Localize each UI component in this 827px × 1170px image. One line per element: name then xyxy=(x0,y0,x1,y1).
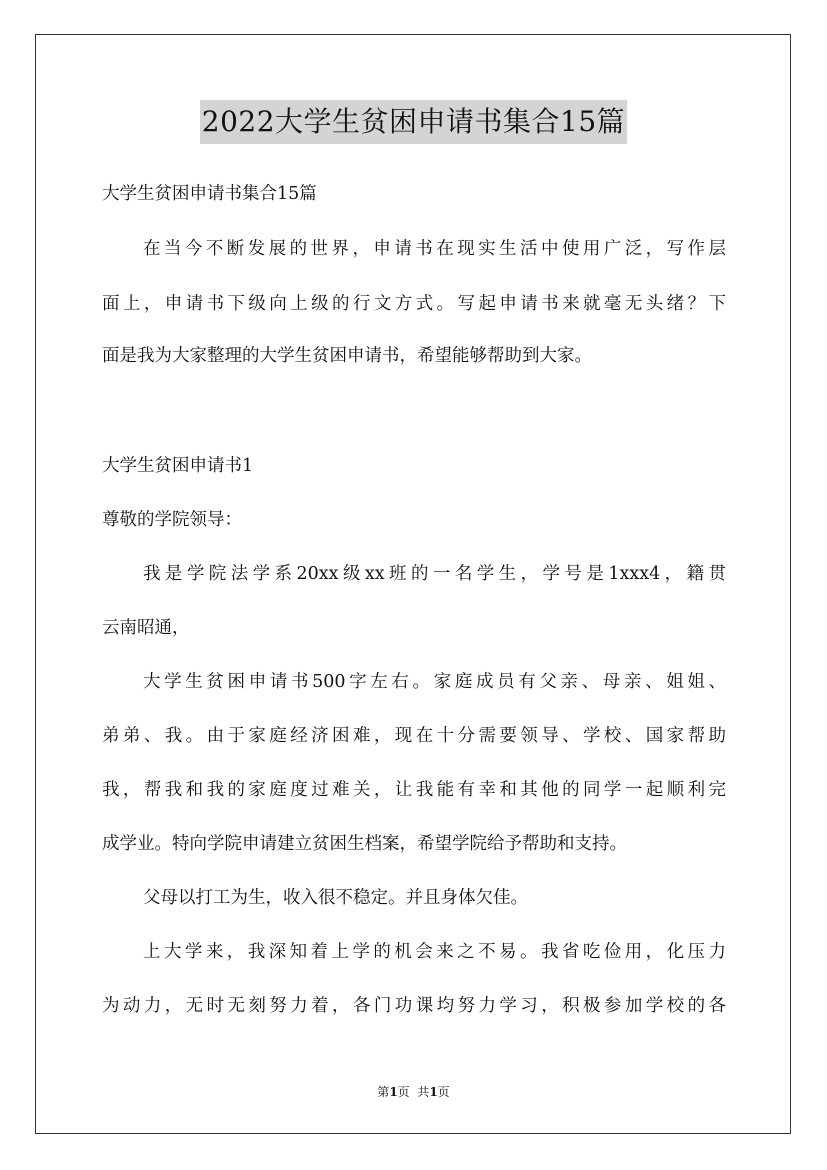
footer-page-number: 1 xyxy=(389,1085,398,1099)
footer-mid: 页 共 xyxy=(397,1085,430,1099)
body-line-6: 成学业。特向学院申请建立贫困生档案，希望学院给予帮助和支持。 xyxy=(102,834,627,854)
footer-prefix: 第 xyxy=(377,1085,390,1099)
intro-line-3: 面是我为大家整理的大学生贫困申请书，希望能够帮助到大家。 xyxy=(102,346,592,366)
body-line-9: 为动力，无时无刻努力着，各门功课均努力学习，积极参加学校的各 xyxy=(102,996,726,1016)
body-line-2: 云南昭通， xyxy=(102,618,190,638)
section-heading: 大学生贫困申请书1 xyxy=(102,456,254,476)
body-line-7: 父母以打工为生，收入很不稳定。并且身体欠佳。 xyxy=(143,888,528,908)
footer-suffix: 页 xyxy=(437,1085,450,1099)
body-line-5: 我，帮我和我的家庭度过难关，让我能有幸和其他的同学一起顺利完 xyxy=(102,780,726,800)
footer-page-total: 1 xyxy=(429,1085,438,1099)
intro-line-2: 面上，申请书下级向上级的行文方式。写起申请书来就毫无头绪？下 xyxy=(102,294,726,314)
salutation: 尊敬的学院领导： xyxy=(102,510,242,530)
intro-line-1: 在当今不断发展的世界，申请书在现实生活中使用广泛，写作层 xyxy=(143,239,726,259)
body-line-3: 大学生贫困申请书500字左右。家庭成员有父亲、母亲、姐姐、 xyxy=(143,672,726,692)
document-subtitle: 大学生贫困申请书集合15篇 xyxy=(102,184,317,204)
page-footer xyxy=(0,1083,827,1101)
document-title: 2022大学生贫困申请书集合15篇 xyxy=(200,100,627,144)
body-line-1: 我是学院法学系20xx级xx班的一名学生，学号是1xxx4，籍贯 xyxy=(143,564,726,584)
body-line-8: 上大学来，我深知着上学的机会来之不易。我省吃俭用，化压力 xyxy=(143,942,726,962)
body-line-4: 弟弟、我。由于家庭经济困难，现在十分需要领导、学校、国家帮助 xyxy=(102,726,726,746)
title-container xyxy=(0,100,827,144)
